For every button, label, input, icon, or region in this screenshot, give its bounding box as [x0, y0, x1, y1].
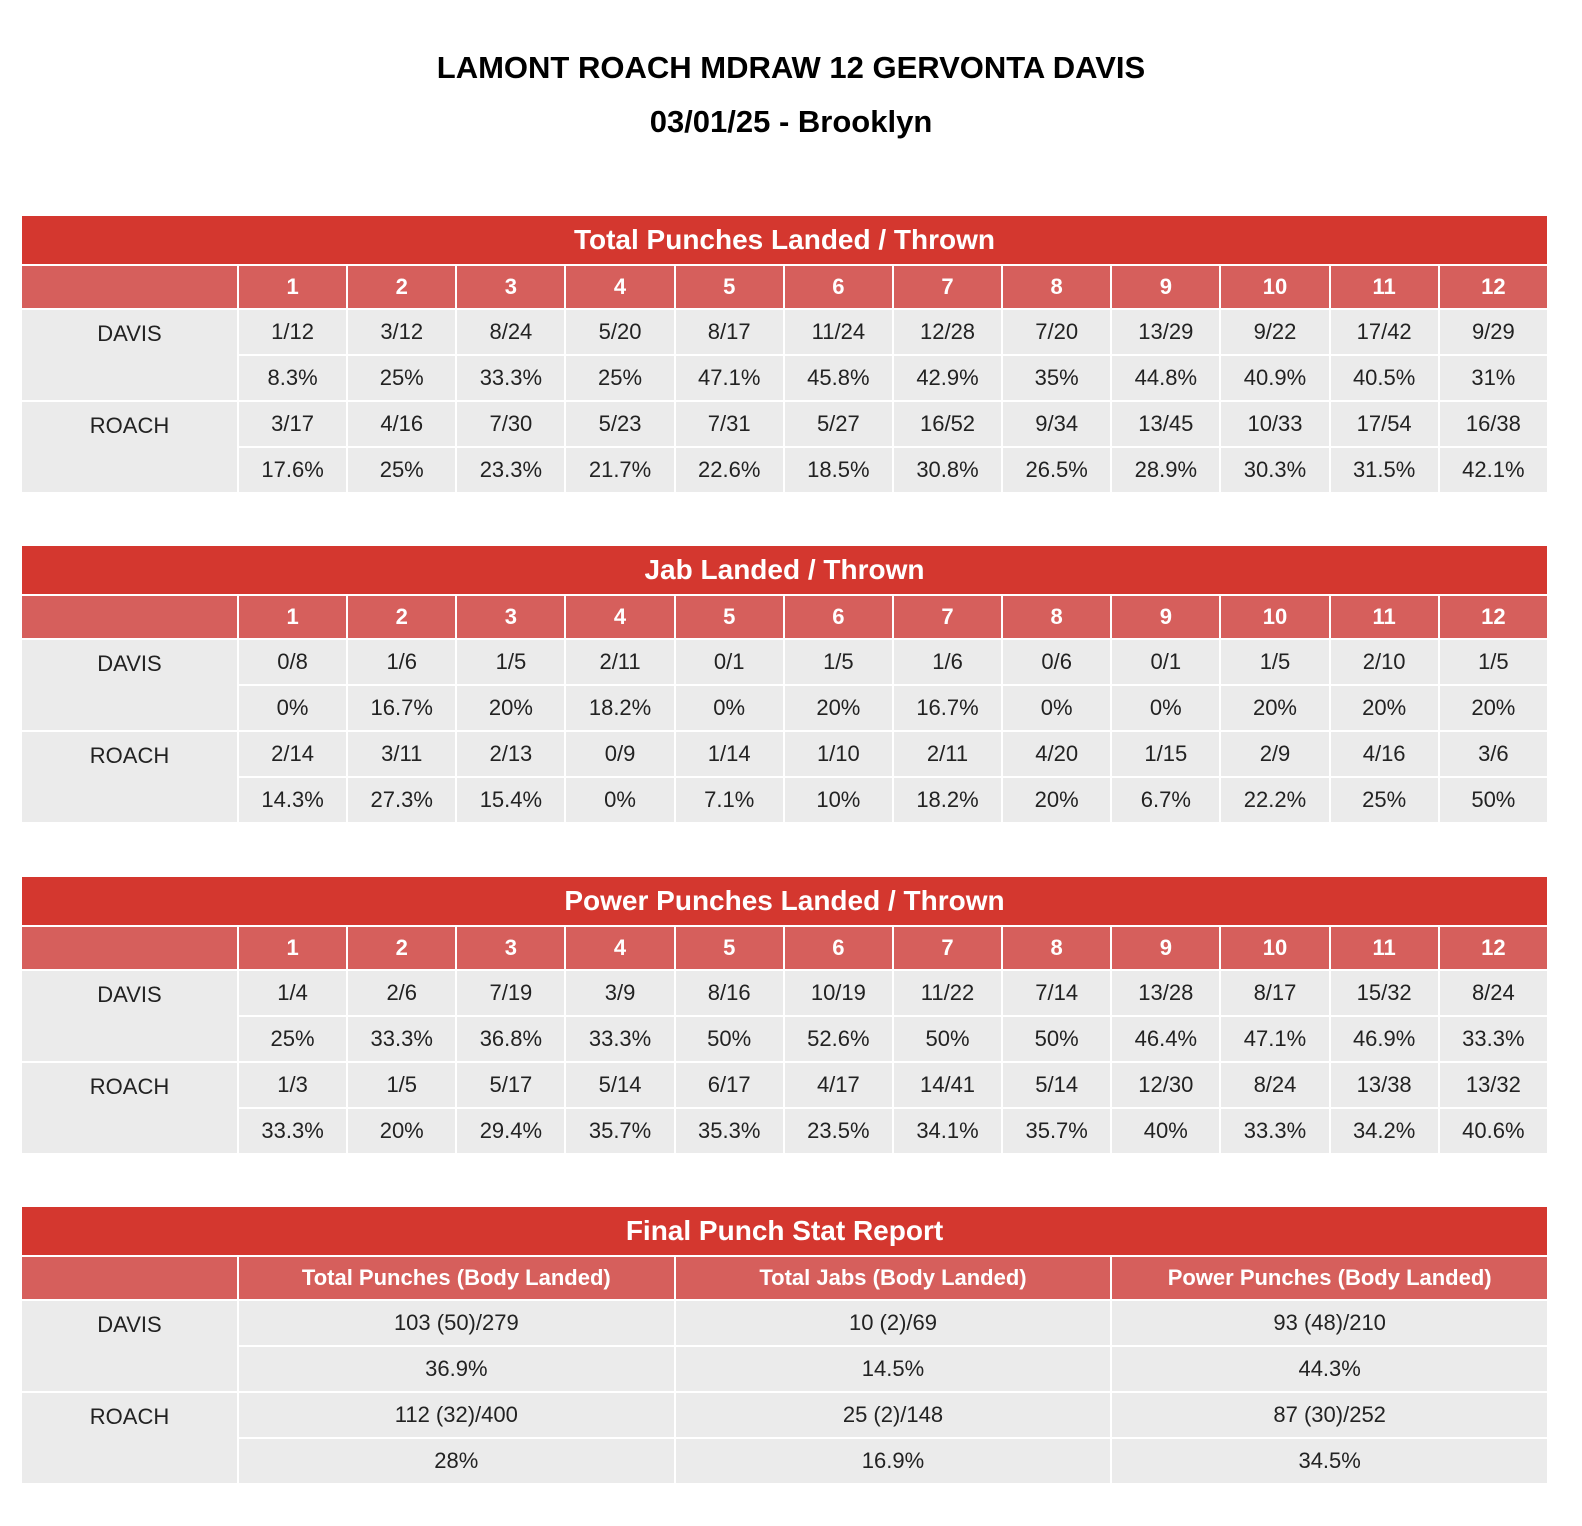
column-header: 1	[238, 926, 347, 970]
landed-thrown-cell: 1/15	[1111, 731, 1220, 777]
fighter-counts-row	[21, 401, 1548, 447]
percentage-cell: 42.9%	[893, 355, 1002, 401]
landed-thrown-cell: 3/12	[347, 309, 456, 355]
percentage-cell: 14.3%	[238, 777, 347, 823]
fighter-name: ROACH	[21, 731, 238, 823]
column-header: 6	[784, 926, 893, 970]
header-row	[21, 1256, 1548, 1300]
fighter-counts-row	[21, 1392, 1548, 1438]
landed-thrown-cell: 8/24	[456, 309, 565, 355]
column-header: 4	[565, 595, 674, 639]
percentage-cell: 25%	[1330, 777, 1439, 823]
landed-thrown-cell: 9/22	[1220, 309, 1329, 355]
percentage-cell: 20%	[1330, 685, 1439, 731]
table-title: Jab Landed / Thrown	[21, 545, 1548, 595]
percentage-cell: 21.7%	[565, 447, 674, 493]
landed-thrown-cell: 1/3	[238, 1062, 347, 1108]
percentage-cell: 33.3%	[456, 355, 565, 401]
landed-thrown-cell: 5/23	[565, 401, 674, 447]
title-row	[21, 215, 1548, 265]
percentage-cell: 0%	[1002, 685, 1111, 731]
title-row	[21, 545, 1548, 595]
title-row	[21, 876, 1548, 926]
percentage-cell: 10%	[784, 777, 893, 823]
percentage-cell: 0%	[565, 777, 674, 823]
column-header: 2	[347, 926, 456, 970]
fighter-counts-row	[21, 309, 1548, 355]
power-punches-table-section	[20, 875, 1549, 1155]
percentage-cell: 35%	[1002, 355, 1111, 401]
landed-thrown-cell: 4/17	[784, 1062, 893, 1108]
percentage-cell: 15.4%	[456, 777, 565, 823]
landed-thrown-cell: 15/32	[1330, 970, 1439, 1016]
percentage-cell: 40.6%	[1439, 1108, 1548, 1154]
column-header: 8	[1002, 926, 1111, 970]
landed-thrown-cell: 9/29	[1439, 309, 1548, 355]
landed-thrown-cell: 93 (48)/210	[1111, 1300, 1548, 1346]
landed-thrown-cell: 0/1	[1111, 639, 1220, 685]
column-header: 11	[1330, 926, 1439, 970]
percentage-cell: 36.8%	[456, 1016, 565, 1062]
percentage-cell: 26.5%	[1002, 447, 1111, 493]
landed-thrown-cell: 5/20	[565, 309, 674, 355]
landed-thrown-cell: 5/14	[1002, 1062, 1111, 1108]
final-stat-table	[20, 1205, 1549, 1485]
column-header: 5	[675, 595, 784, 639]
percentage-cell: 20%	[347, 1108, 456, 1154]
landed-thrown-cell: 8/24	[1220, 1062, 1329, 1108]
column-header: 12	[1439, 926, 1548, 970]
landed-thrown-cell: 8/24	[1439, 970, 1548, 1016]
percentage-cell: 50%	[1002, 1016, 1111, 1062]
landed-thrown-cell: 2/11	[893, 731, 1002, 777]
landed-thrown-cell: 12/28	[893, 309, 1002, 355]
percentage-cell: 16.7%	[347, 685, 456, 731]
percentage-cell: 35.7%	[565, 1108, 674, 1154]
fighter-name: DAVIS	[21, 1300, 238, 1392]
percentage-cell: 42.1%	[1439, 447, 1548, 493]
percentage-cell: 46.4%	[1111, 1016, 1220, 1062]
percentage-cell: 29.4%	[456, 1108, 565, 1154]
percentage-cell: 25%	[347, 447, 456, 493]
landed-thrown-cell: 7/20	[1002, 309, 1111, 355]
landed-thrown-cell: 16/52	[893, 401, 1002, 447]
fighter-name: DAVIS	[21, 970, 238, 1062]
percentage-cell: 33.3%	[238, 1108, 347, 1154]
percentage-cell: 8.3%	[238, 355, 347, 401]
header-blank	[21, 595, 238, 639]
percentage-cell: 0%	[1111, 685, 1220, 731]
percentage-cell: 30.3%	[1220, 447, 1329, 493]
column-header: 1	[238, 595, 347, 639]
percentage-cell: 40%	[1111, 1108, 1220, 1154]
report-title: LAMONT ROACH MDRAW 12 GERVONTA DAVIS	[436, 50, 1146, 85]
percentage-cell: 50%	[893, 1016, 1002, 1062]
landed-thrown-cell: 4/16	[347, 401, 456, 447]
column-header: 3	[456, 595, 565, 639]
column-header: 9	[1111, 265, 1220, 309]
landed-thrown-cell: 11/22	[893, 970, 1002, 1016]
landed-thrown-cell: 0/1	[675, 639, 784, 685]
percentage-cell: 17.6%	[238, 447, 347, 493]
column-header: 5	[675, 926, 784, 970]
landed-thrown-cell: 13/45	[1111, 401, 1220, 447]
landed-thrown-cell: 25 (2)/148	[675, 1392, 1112, 1438]
percentage-cell: 47.1%	[1220, 1016, 1329, 1062]
column-header: 8	[1002, 265, 1111, 309]
landed-thrown-cell: 5/27	[784, 401, 893, 447]
table-title: Power Punches Landed / Thrown	[21, 876, 1548, 926]
fighter-pct-row	[21, 777, 1548, 823]
column-header: Power Punches (Body Landed)	[1111, 1256, 1548, 1300]
landed-thrown-cell: 2/11	[565, 639, 674, 685]
landed-thrown-cell: 103 (50)/279	[238, 1300, 675, 1346]
fighter-counts-row	[21, 1300, 1548, 1346]
table-title: Final Punch Stat Report	[21, 1206, 1548, 1256]
column-header: 5	[675, 265, 784, 309]
landed-thrown-cell: 8/17	[1220, 970, 1329, 1016]
title-row	[21, 1206, 1548, 1256]
landed-thrown-cell: 10/33	[1220, 401, 1329, 447]
percentage-cell: 33.3%	[565, 1016, 674, 1062]
percentage-cell: 23.3%	[456, 447, 565, 493]
percentage-cell: 20%	[784, 685, 893, 731]
percentage-cell: 6.7%	[1111, 777, 1220, 823]
column-header: 10	[1220, 926, 1329, 970]
landed-thrown-cell: 10 (2)/69	[675, 1300, 1112, 1346]
landed-thrown-cell: 2/14	[238, 731, 347, 777]
percentage-cell: 50%	[1439, 777, 1548, 823]
power-punches-table	[20, 875, 1549, 1155]
landed-thrown-cell: 7/30	[456, 401, 565, 447]
percentage-cell: 25%	[347, 355, 456, 401]
percentage-cell: 18.5%	[784, 447, 893, 493]
landed-thrown-cell: 112 (32)/400	[238, 1392, 675, 1438]
fighter-pct-row	[21, 1346, 1548, 1392]
percentage-cell: 50%	[675, 1016, 784, 1062]
fighter-name: DAVIS	[21, 309, 238, 401]
column-header: 12	[1439, 265, 1548, 309]
landed-thrown-cell: 3/9	[565, 970, 674, 1016]
landed-thrown-cell: 12/30	[1111, 1062, 1220, 1108]
fighter-pct-row	[21, 1016, 1548, 1062]
fighter-name: ROACH	[21, 401, 238, 493]
percentage-cell: 20%	[456, 685, 565, 731]
column-header: 10	[1220, 265, 1329, 309]
landed-thrown-cell: 3/11	[347, 731, 456, 777]
column-header: 7	[893, 595, 1002, 639]
column-header: 3	[456, 265, 565, 309]
landed-thrown-cell: 1/12	[238, 309, 347, 355]
percentage-cell: 22.6%	[675, 447, 784, 493]
landed-thrown-cell: 17/42	[1330, 309, 1439, 355]
landed-thrown-cell: 1/6	[893, 639, 1002, 685]
percentage-cell: 31%	[1439, 355, 1548, 401]
header-row	[21, 595, 1548, 639]
percentage-cell: 22.2%	[1220, 777, 1329, 823]
column-header: 6	[784, 265, 893, 309]
percentage-cell: 33.3%	[1439, 1016, 1548, 1062]
landed-thrown-cell: 3/6	[1439, 731, 1548, 777]
landed-thrown-cell: 1/5	[1220, 639, 1329, 685]
fighter-pct-row	[21, 355, 1548, 401]
column-header: 4	[565, 265, 674, 309]
column-header: Total Jabs (Body Landed)	[675, 1256, 1112, 1300]
column-header: 3	[456, 926, 565, 970]
percentage-cell: 45.8%	[784, 355, 893, 401]
column-header: 9	[1111, 926, 1220, 970]
fighter-counts-row	[21, 731, 1548, 777]
total-punches-table-section	[20, 214, 1549, 494]
percentage-cell: 0%	[238, 685, 347, 731]
percentage-cell: 23.5%	[784, 1108, 893, 1154]
percentage-cell: 34.2%	[1330, 1108, 1439, 1154]
column-header: 11	[1330, 265, 1439, 309]
landed-thrown-cell: 11/24	[784, 309, 893, 355]
landed-thrown-cell: 5/14	[565, 1062, 674, 1108]
report-subtitle: 03/01/25 - Brooklyn	[649, 104, 933, 139]
landed-thrown-cell: 8/16	[675, 970, 784, 1016]
percentage-cell: 36.9%	[238, 1346, 675, 1392]
landed-thrown-cell: 9/34	[1002, 401, 1111, 447]
percentage-cell: 40.9%	[1220, 355, 1329, 401]
header-blank	[21, 1256, 238, 1300]
column-header: 6	[784, 595, 893, 639]
fighter-counts-row	[21, 1062, 1548, 1108]
percentage-cell: 0%	[675, 685, 784, 731]
percentage-cell: 47.1%	[675, 355, 784, 401]
landed-thrown-cell: 7/31	[675, 401, 784, 447]
percentage-cell: 28.9%	[1111, 447, 1220, 493]
landed-thrown-cell: 87 (30)/252	[1111, 1392, 1548, 1438]
percentage-cell: 35.7%	[1002, 1108, 1111, 1154]
landed-thrown-cell: 0/6	[1002, 639, 1111, 685]
percentage-cell: 33.3%	[1220, 1108, 1329, 1154]
header-row	[21, 265, 1548, 309]
percentage-cell: 35.3%	[675, 1108, 784, 1154]
column-header: 4	[565, 926, 674, 970]
percentage-cell: 16.7%	[893, 685, 1002, 731]
total-punches-table	[20, 214, 1549, 494]
landed-thrown-cell: 3/17	[238, 401, 347, 447]
landed-thrown-cell: 2/10	[1330, 639, 1439, 685]
percentage-cell: 18.2%	[893, 777, 1002, 823]
percentage-cell: 27.3%	[347, 777, 456, 823]
column-header: 10	[1220, 595, 1329, 639]
landed-thrown-cell: 14/41	[893, 1062, 1002, 1108]
landed-thrown-cell: 0/8	[238, 639, 347, 685]
fighter-name: ROACH	[21, 1392, 238, 1484]
column-header: 1	[238, 265, 347, 309]
header-blank	[21, 926, 238, 970]
landed-thrown-cell: 17/54	[1330, 401, 1439, 447]
landed-thrown-cell: 2/6	[347, 970, 456, 1016]
header-row	[21, 926, 1548, 970]
percentage-cell: 25%	[238, 1016, 347, 1062]
landed-thrown-cell: 0/9	[565, 731, 674, 777]
jab-table-section	[20, 544, 1549, 824]
fighter-name: DAVIS	[21, 639, 238, 731]
column-header: 8	[1002, 595, 1111, 639]
landed-thrown-cell: 16/38	[1439, 401, 1548, 447]
column-header: 12	[1439, 595, 1548, 639]
column-header: 9	[1111, 595, 1220, 639]
percentage-cell: 40.5%	[1330, 355, 1439, 401]
fighter-pct-row	[21, 447, 1548, 493]
landed-thrown-cell: 1/5	[456, 639, 565, 685]
landed-thrown-cell: 13/32	[1439, 1062, 1548, 1108]
column-header: 2	[347, 595, 456, 639]
fighter-counts-row	[21, 970, 1548, 1016]
landed-thrown-cell: 4/16	[1330, 731, 1439, 777]
landed-thrown-cell: 1/14	[675, 731, 784, 777]
landed-thrown-cell: 1/6	[347, 639, 456, 685]
percentage-cell: 7.1%	[675, 777, 784, 823]
percentage-cell: 30.8%	[893, 447, 1002, 493]
landed-thrown-cell: 1/5	[347, 1062, 456, 1108]
landed-thrown-cell: 13/28	[1111, 970, 1220, 1016]
fighter-pct-row	[21, 1108, 1548, 1154]
percentage-cell: 14.5%	[675, 1346, 1112, 1392]
percentage-cell: 44.8%	[1111, 355, 1220, 401]
landed-thrown-cell: 2/13	[456, 731, 565, 777]
column-header: 11	[1330, 595, 1439, 639]
percentage-cell: 18.2%	[565, 685, 674, 731]
final-stat-table-section	[20, 1205, 1549, 1485]
landed-thrown-cell: 13/38	[1330, 1062, 1439, 1108]
table-title: Total Punches Landed / Thrown	[21, 215, 1548, 265]
landed-thrown-cell: 6/17	[675, 1062, 784, 1108]
landed-thrown-cell: 7/14	[1002, 970, 1111, 1016]
percentage-cell: 44.3%	[1111, 1346, 1548, 1392]
fighter-name: ROACH	[21, 1062, 238, 1154]
landed-thrown-cell: 10/19	[784, 970, 893, 1016]
column-header: 7	[893, 926, 1002, 970]
percentage-cell: 52.6%	[784, 1016, 893, 1062]
landed-thrown-cell: 13/29	[1111, 309, 1220, 355]
percentage-cell: 28%	[238, 1438, 675, 1484]
percentage-cell: 33.3%	[347, 1016, 456, 1062]
percentage-cell: 34.5%	[1111, 1438, 1548, 1484]
column-header: Total Punches (Body Landed)	[238, 1256, 675, 1300]
landed-thrown-cell: 5/17	[456, 1062, 565, 1108]
fighter-pct-row	[21, 685, 1548, 731]
percentage-cell: 34.1%	[893, 1108, 1002, 1154]
percentage-cell: 31.5%	[1330, 447, 1439, 493]
landed-thrown-cell: 1/5	[1439, 639, 1548, 685]
landed-thrown-cell: 1/4	[238, 970, 347, 1016]
landed-thrown-cell: 8/17	[675, 309, 784, 355]
jab-table	[20, 544, 1549, 824]
landed-thrown-cell: 7/19	[456, 970, 565, 1016]
percentage-cell: 16.9%	[675, 1438, 1112, 1484]
landed-thrown-cell: 1/10	[784, 731, 893, 777]
fighter-counts-row	[21, 639, 1548, 685]
header-blank	[21, 265, 238, 309]
landed-thrown-cell: 4/20	[1002, 731, 1111, 777]
percentage-cell: 25%	[565, 355, 674, 401]
percentage-cell: 46.9%	[1330, 1016, 1439, 1062]
landed-thrown-cell: 2/9	[1220, 731, 1329, 777]
landed-thrown-cell: 1/5	[784, 639, 893, 685]
column-header: 2	[347, 265, 456, 309]
percentage-cell: 20%	[1002, 777, 1111, 823]
percentage-cell: 20%	[1439, 685, 1548, 731]
fighter-pct-row	[21, 1438, 1548, 1484]
percentage-cell: 20%	[1220, 685, 1329, 731]
column-header: 7	[893, 265, 1002, 309]
